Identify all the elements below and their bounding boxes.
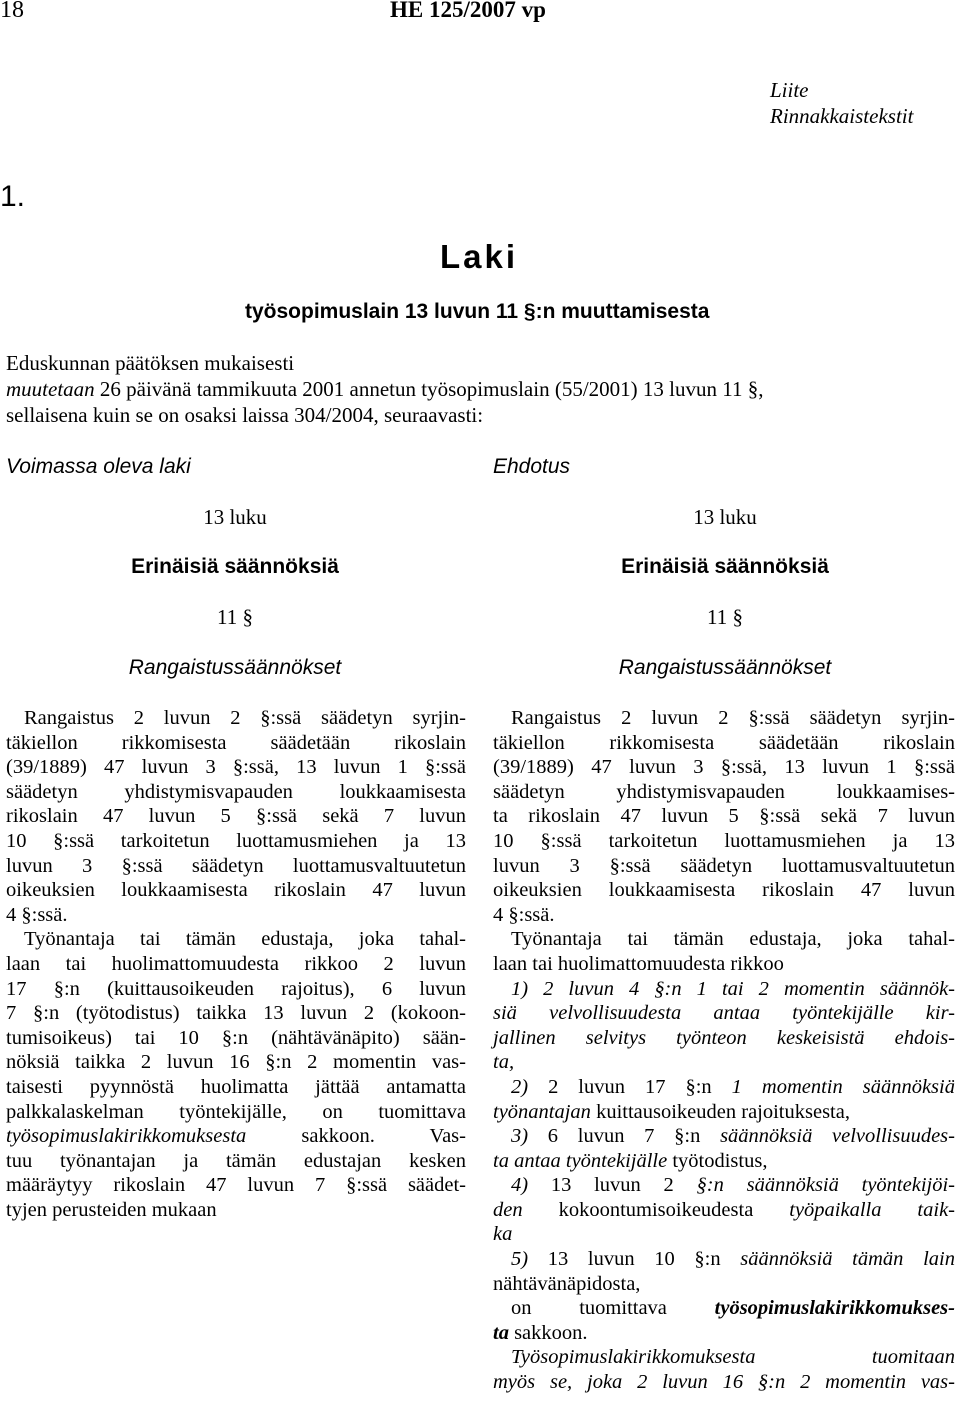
text-span: kuittausoikeuden rajoituksesta, <box>590 1100 850 1123</box>
text-span: sakkoon. Vas- <box>246 1125 466 1148</box>
text-span: 2 luvun 17 §:n <box>528 1075 732 1098</box>
text-line: rikoslain 47 luvun 5 §:ssä sekä 7 luvun <box>6 805 466 828</box>
text-span: on tuomittava <box>511 1297 715 1320</box>
preamble-line: sellaisena kuin se on osaksi laissa 304/2004, seuraavasti: <box>6 403 484 427</box>
text-line: myös se, joka 2 luvun 16 §:n 2 momentin vas- <box>493 1371 955 1394</box>
text-line: 10 §:ssä tarkoitetun luottamusmiehen ja 13 <box>6 829 466 852</box>
text-line: tuu työnantajan ja tämän edustajan kesken <box>6 1149 466 1172</box>
text-line <box>493 1198 955 1223</box>
text-line: Työnantaja tai tämän edustaja, joka tahal- <box>511 928 955 951</box>
proposal-text <box>493 706 955 1395</box>
preamble-line <box>6 376 763 402</box>
text-line: jallinen selvitys työnteon keskeisistä ehdois- <box>493 1026 955 1049</box>
text-line: 17 §:n (kuittausoikeuden rajoitus), 6 luvun <box>6 977 466 1000</box>
page-number: 18 <box>0 0 24 23</box>
text-line: 1) 2 luvun 4 §:n 1 tai 2 momentin säännök- <box>511 977 955 1000</box>
text-line: tyjen perusteiden mukaan <box>6 1198 217 1221</box>
text-line: (39/1889) 47 luvun 3 §:ssä, 13 luvun 1 §:ssä <box>493 756 955 779</box>
text-italic: säännöksiä tämän lain <box>740 1248 955 1271</box>
law-subtitle: työsopimuslain 13 luvun 11 §:n muuttamisesta <box>245 300 710 323</box>
text-line <box>6 1124 466 1149</box>
text-line: luvun 3 §:ssä säädetyn luottamusvaltuutetun <box>6 854 466 877</box>
text-line <box>493 1100 955 1125</box>
text-line: säädetyn yhdistymisvapauden loukkaamisesta <box>6 780 466 803</box>
text-line: taisesti pyynnöstä huolimatta jättää antamatta <box>6 1075 466 1098</box>
text-line: 4 §:ssä. <box>493 903 555 926</box>
preamble-line: Eduskunnan päätöksen mukaisesti <box>6 351 295 375</box>
text-italic: työpaikalla taik- <box>789 1198 955 1221</box>
text-span: 6 luvun 7 §:n <box>528 1125 721 1148</box>
text-line <box>493 1173 955 1198</box>
text-line: siä velvollisuudesta antaa työntekijälle kir- <box>493 1002 955 1025</box>
preamble-keyword: muutetaan <box>6 377 95 401</box>
text-line: nöksiä taikka 2 luvun 16 §:n 2 momentin vas- <box>6 1051 466 1074</box>
item-marker: 4) <box>511 1174 529 1197</box>
text-line <box>493 1321 955 1346</box>
text-line: määräytyy rikoslain 47 luvun 7 §:ssä säädet- <box>6 1174 466 1197</box>
appendix-line: Rinnakkaistekstit <box>770 104 914 128</box>
text-bold-italic: ta <box>493 1321 509 1344</box>
text-line: laan tai huolimattomuudesta rikkoo <box>493 952 784 975</box>
item-marker: 5) <box>511 1248 529 1271</box>
text-italic: säännöksiä velvollisuudes- <box>720 1125 955 1148</box>
item-marker: 3) <box>511 1125 529 1148</box>
text-span: sakkoon. <box>508 1321 588 1344</box>
section-number-label: 11 § <box>217 605 253 629</box>
appendix-line: Liite <box>770 78 809 102</box>
text-italic: §:n säännöksiä työntekijöi- <box>696 1174 955 1197</box>
text-line <box>493 1075 955 1100</box>
text-line: Työsopimuslakirikkomuksesta tuomitaan <box>511 1346 955 1369</box>
text-line: täkiellon rikkomisesta säädetään rikoslain <box>493 731 955 754</box>
text-line: täkiellon rikkomisesta säädetään rikoslain <box>6 731 466 754</box>
item-marker: 2) <box>511 1075 529 1098</box>
text-line: oikeuksien loukkaamisesta rikoslain 47 luvun <box>493 879 955 902</box>
text-line: palkkalaskelman työntekijälle, on tuomittava <box>6 1100 466 1123</box>
text-span: 13 luvun 10 §:n <box>528 1248 741 1271</box>
column-heading-proposal: Ehdotus <box>493 455 571 478</box>
law-title: Laki <box>440 238 519 275</box>
text-italic: ta antaa työntekijälle <box>493 1149 668 1172</box>
text-line: 10 §:ssä tarkoitetun luottamusmiehen ja 13 <box>493 829 955 852</box>
text-bold-italic: työsopimuslakirikkomukses- <box>714 1297 955 1320</box>
text-line: oikeuksien loukkaamisesta rikoslain 47 luvun <box>6 879 466 902</box>
chapter-title: Erinäisiä säännöksiä <box>131 555 339 578</box>
document-id: HE 125/2007 vp <box>390 0 546 22</box>
chapter-title: Erinäisiä säännöksiä <box>621 555 829 578</box>
text-line: 7 §:n (työtodistus) taikka 13 luvun 2 (kokoon- <box>6 1002 466 1025</box>
text-line: Rangaistus 2 luvun 2 §:ssä säädetyn syrjin- <box>511 707 955 729</box>
text-line: nähtävänäpidosta, <box>493 1272 641 1295</box>
text-line: Rangaistus 2 luvun 2 §:ssä säädetyn syrjin- <box>24 707 466 729</box>
chapter-number: 13 luku <box>203 505 267 529</box>
text-line: Työnantaja tai tämän edustaja, joka tahal- <box>24 928 466 951</box>
appendix-label <box>770 77 913 129</box>
text-italic: työsopimuslakirikkomuksesta <box>6 1125 247 1148</box>
text-italic: työnantajan <box>493 1100 591 1123</box>
text-line <box>493 1124 955 1149</box>
text-italic: den <box>493 1198 523 1221</box>
text-span: työtodistus, <box>667 1149 768 1172</box>
text-line: laan tai huolimattomuudesta rikkoo 2 luvun <box>6 952 466 975</box>
section-title: Rangaistussäännökset <box>128 656 342 679</box>
chapter-number: 13 luku <box>693 505 757 529</box>
text-line: tumisoikeus) tai 10 §:n (nähtävänäpito) sään- <box>6 1026 466 1049</box>
text-italic: 1 momentin säännöksiä <box>731 1075 955 1098</box>
text-line: 4 §:ssä. <box>6 903 68 926</box>
section-number-label: 11 § <box>707 605 743 629</box>
text-span: kokoontumisoikeudesta <box>522 1198 790 1221</box>
text-line <box>493 1149 955 1174</box>
text-line: ka <box>493 1223 513 1246</box>
text-line: luvun 3 §:ssä säädetyn luottamusvaltuutetun <box>493 854 955 877</box>
section-number: 1. <box>0 180 26 213</box>
text-span: 13 luvun 2 <box>528 1174 697 1197</box>
text-line <box>493 1296 955 1321</box>
text-line: säädetyn yhdistymisvapauden loukkaamises- <box>493 780 955 803</box>
current-law-text <box>6 706 466 1222</box>
section-title: Rangaistussäännökset <box>618 656 832 679</box>
text-line <box>493 1247 955 1272</box>
column-heading-current-law: Voimassa oleva laki <box>6 455 191 478</box>
text-line: ta, <box>493 1051 515 1074</box>
text-line: (39/1889) 47 luvun 3 §:ssä, 13 luvun 1 §:ssä <box>6 756 466 779</box>
preamble <box>6 350 763 428</box>
preamble-text: 26 päivänä tammikuuta 2001 annetun työsopimuslain (55/2001) 13 luvun 11 §, <box>94 377 764 401</box>
text-line: ta rikoslain 47 luvun 5 §:ssä sekä 7 luvun <box>493 805 955 828</box>
